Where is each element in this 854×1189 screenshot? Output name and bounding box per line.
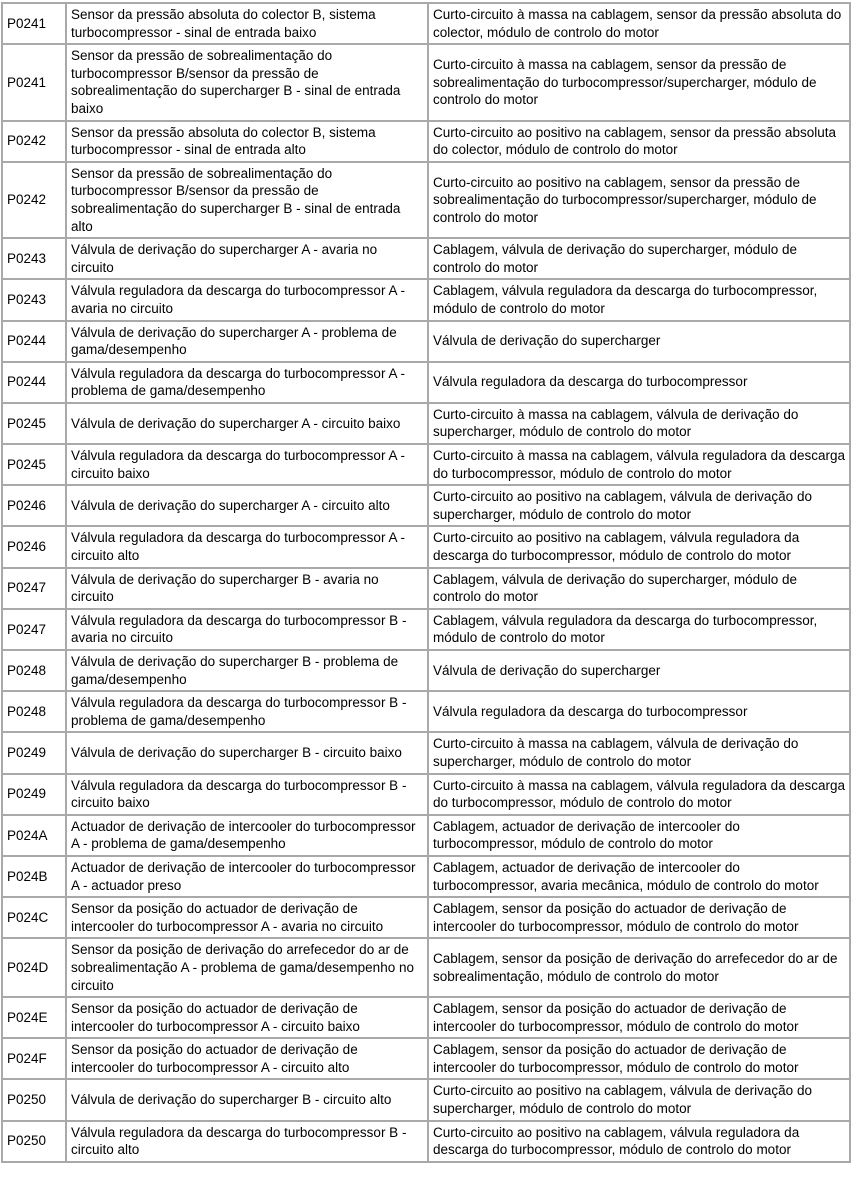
table-row <box>2 162 850 238</box>
dtc-causes-cell: Cablagem, válvula de derivação do supercharger, módulo de controlo do motor <box>428 238 850 279</box>
dtc-description-cell: Actuador de derivação de intercooler do turbocompressor A - problema de gama/desempenho <box>66 815 428 856</box>
dtc-code-cell: P024D <box>2 938 66 997</box>
dtc-code-cell: P0242 <box>2 121 66 162</box>
dtc-causes-cell: Curto-circuito à massa na cablagem, sensor da pressão de sobrealimentação do turbocompressor/supercharger, módulo de controlo do motor <box>428 44 850 120</box>
dtc-code-cell: P0243 <box>2 238 66 279</box>
dtc-code-cell: P0241 <box>2 44 66 120</box>
table-row <box>2 3 850 44</box>
dtc-description-cell: Válvula reguladora da descarga do turbocompressor B - circuito baixo <box>66 774 428 815</box>
dtc-causes-cell: Cablagem, sensor da posição de derivação do arrefecedor do ar de sobrealimentação, módulo de controlo do motor <box>428 938 850 997</box>
table-row <box>2 568 850 609</box>
dtc-causes-cell: Cablagem, sensor da posição do actuador de derivação de intercooler do turbocompressor, módulo de controlo do motor <box>428 1038 850 1079</box>
table-row <box>2 897 850 938</box>
table-row <box>2 650 850 691</box>
dtc-code-cell: P024E <box>2 997 66 1038</box>
table-row <box>2 279 850 320</box>
dtc-description-cell: Sensor da posição do actuador de derivação de intercooler do turbocompressor A - circuito baixo <box>66 997 428 1038</box>
dtc-description-cell: Sensor da posição de derivação do arrefecedor do ar de sobrealimentação A - problema de gama/desempenho no circuito <box>66 938 428 997</box>
table-row <box>2 856 850 897</box>
dtc-code-cell: P0248 <box>2 650 66 691</box>
dtc-causes-cell: Curto-circuito à massa na cablagem, válvula reguladora da descarga do turbocompressor, módulo de controlo do motor <box>428 774 850 815</box>
dtc-causes-cell: Cablagem, válvula de derivação do supercharger, módulo de controlo do motor <box>428 568 850 609</box>
dtc-description-cell: Válvula reguladora da descarga do turbocompressor A - problema de gama/desempenho <box>66 362 428 403</box>
table-row <box>2 238 850 279</box>
dtc-code-cell: P0245 <box>2 403 66 444</box>
table-row <box>2 997 850 1038</box>
dtc-causes-cell: Curto-circuito ao positivo na cablagem, válvula reguladora da descarga do turbocompressor, módulo de controlo do motor <box>428 1121 850 1162</box>
dtc-description-cell: Válvula de derivação do supercharger A - circuito baixo <box>66 403 428 444</box>
dtc-table <box>1 2 851 1163</box>
table-row <box>2 121 850 162</box>
table-row <box>2 321 850 362</box>
dtc-description-cell: Válvula reguladora da descarga do turbocompressor A - circuito alto <box>66 526 428 567</box>
dtc-causes-cell: Cablagem, sensor da posição do actuador de derivação de intercooler do turbocompressor, módulo de controlo do motor <box>428 997 850 1038</box>
dtc-code-cell: P0248 <box>2 691 66 732</box>
table-row <box>2 691 850 732</box>
table-row <box>2 444 850 485</box>
dtc-code-cell: P0247 <box>2 609 66 650</box>
dtc-description-cell: Válvula de derivação do supercharger A - circuito alto <box>66 485 428 526</box>
dtc-causes-cell: Válvula de derivação do supercharger <box>428 321 850 362</box>
dtc-code-cell: P0246 <box>2 485 66 526</box>
table-row <box>2 815 850 856</box>
dtc-description-cell: Válvula de derivação do supercharger A - avaria no circuito <box>66 238 428 279</box>
table-row <box>2 732 850 773</box>
dtc-causes-cell: Curto-circuito ao positivo na cablagem, válvula reguladora da descarga do turbocompressor, módulo de controlo do motor <box>428 526 850 567</box>
dtc-description-cell: Válvula reguladora da descarga do turbocompressor A - avaria no circuito <box>66 279 428 320</box>
dtc-description-cell: Actuador de derivação de intercooler do turbocompressor A - actuador preso <box>66 856 428 897</box>
dtc-causes-cell: Curto-circuito ao positivo na cablagem, sensor da pressão de sobrealimentação do turbocompressor/supercharger, módulo de controlo do motor <box>428 162 850 238</box>
dtc-description-cell: Válvula de derivação do supercharger A - problema de gama/desempenho <box>66 321 428 362</box>
dtc-causes-cell: Curto-circuito à massa na cablagem, válvula reguladora da descarga do turbocompressor, módulo de controlo do motor <box>428 444 850 485</box>
dtc-code-cell: P0244 <box>2 362 66 403</box>
dtc-table-body <box>2 3 850 1162</box>
dtc-description-cell: Sensor da pressão de sobrealimentação do turbocompressor B/sensor da pressão de sobrealimentação do supercharger B - sinal de entrada alto <box>66 162 428 238</box>
dtc-causes-cell: Cablagem, sensor da posição do actuador de derivação de intercooler do turbocompressor, módulo de controlo do motor <box>428 897 850 938</box>
dtc-causes-cell: Cablagem, actuador de derivação de intercooler do turbocompressor, avaria mecânica, módulo de controlo do motor <box>428 856 850 897</box>
dtc-code-cell: P0247 <box>2 568 66 609</box>
dtc-causes-cell: Curto-circuito ao positivo na cablagem, sensor da pressão absoluta do colector, módulo de controlo do motor <box>428 121 850 162</box>
dtc-code-cell: P0244 <box>2 321 66 362</box>
dtc-code-cell: P024B <box>2 856 66 897</box>
dtc-causes-cell: Curto-circuito ao positivo na cablagem, válvula de derivação do supercharger, módulo de controlo do motor <box>428 1079 850 1120</box>
dtc-description-cell: Válvula reguladora da descarga do turbocompressor B - problema de gama/desempenho <box>66 691 428 732</box>
dtc-causes-cell: Válvula reguladora da descarga do turbocompressor <box>428 362 850 403</box>
dtc-description-cell: Sensor da pressão absoluta do colector B, sistema turbocompressor - sinal de entrada baixo <box>66 3 428 44</box>
table-row <box>2 362 850 403</box>
table-row <box>2 774 850 815</box>
dtc-code-cell: P024C <box>2 897 66 938</box>
dtc-causes-cell: Cablagem, válvula reguladora da descarga do turbocompressor, módulo de controlo do motor <box>428 609 850 650</box>
dtc-description-cell: Válvula de derivação do supercharger B - circuito alto <box>66 1079 428 1120</box>
table-row <box>2 1121 850 1162</box>
table-row <box>2 44 850 120</box>
dtc-causes-cell: Curto-circuito à massa na cablagem, válvula de derivação do supercharger, módulo de controlo do motor <box>428 732 850 773</box>
dtc-description-cell: Válvula reguladora da descarga do turbocompressor B - circuito alto <box>66 1121 428 1162</box>
dtc-code-cell: P0243 <box>2 279 66 320</box>
table-row <box>2 938 850 997</box>
dtc-description-cell: Válvula de derivação do supercharger B - avaria no circuito <box>66 568 428 609</box>
dtc-code-cell: P0246 <box>2 526 66 567</box>
dtc-causes-cell: Curto-circuito ao positivo na cablagem, válvula de derivação do supercharger, módulo de controlo do motor <box>428 485 850 526</box>
dtc-description-cell: Válvula reguladora da descarga do turbocompressor A - circuito baixo <box>66 444 428 485</box>
dtc-description-cell: Válvula de derivação do supercharger B - circuito baixo <box>66 732 428 773</box>
dtc-code-cell: P0249 <box>2 774 66 815</box>
dtc-code-cell: P0245 <box>2 444 66 485</box>
table-row <box>2 1079 850 1120</box>
dtc-causes-cell: Cablagem, actuador de derivação de intercooler do turbocompressor, módulo de controlo do motor <box>428 815 850 856</box>
dtc-causes-cell: Curto-circuito à massa na cablagem, sensor da pressão absoluta do colector, módulo de controlo do motor <box>428 3 850 44</box>
dtc-description-cell: Sensor da posição do actuador de derivação de intercooler do turbocompressor A - circuito alto <box>66 1038 428 1079</box>
dtc-description-cell: Sensor da pressão absoluta do colector B, sistema turbocompressor - sinal de entrada alto <box>66 121 428 162</box>
table-row <box>2 526 850 567</box>
dtc-causes-cell: Válvula de derivação do supercharger <box>428 650 850 691</box>
dtc-code-cell: P0242 <box>2 162 66 238</box>
dtc-causes-cell: Válvula reguladora da descarga do turbocompressor <box>428 691 850 732</box>
dtc-code-cell: P0249 <box>2 732 66 773</box>
dtc-description-cell: Sensor da pressão de sobrealimentação do turbocompressor B/sensor da pressão de sobrealimentação do supercharger B - sinal de entrada baixo <box>66 44 428 120</box>
table-row <box>2 485 850 526</box>
table-row <box>2 403 850 444</box>
dtc-causes-cell: Cablagem, válvula reguladora da descarga do turbocompressor, módulo de controlo do motor <box>428 279 850 320</box>
dtc-description-cell: Válvula reguladora da descarga do turbocompressor B - avaria no circuito <box>66 609 428 650</box>
table-row <box>2 1038 850 1079</box>
dtc-code-cell: P0250 <box>2 1121 66 1162</box>
dtc-description-cell: Sensor da posição do actuador de derivação de intercooler do turbocompressor A - avaria no circuito <box>66 897 428 938</box>
dtc-code-cell: P024F <box>2 1038 66 1079</box>
dtc-code-cell: P024A <box>2 815 66 856</box>
dtc-code-cell: P0250 <box>2 1079 66 1120</box>
dtc-description-cell: Válvula de derivação do supercharger B - problema de gama/desempenho <box>66 650 428 691</box>
table-row <box>2 609 850 650</box>
dtc-code-cell: P0241 <box>2 3 66 44</box>
dtc-causes-cell: Curto-circuito à massa na cablagem, válvula de derivação do supercharger, módulo de controlo do motor <box>428 403 850 444</box>
